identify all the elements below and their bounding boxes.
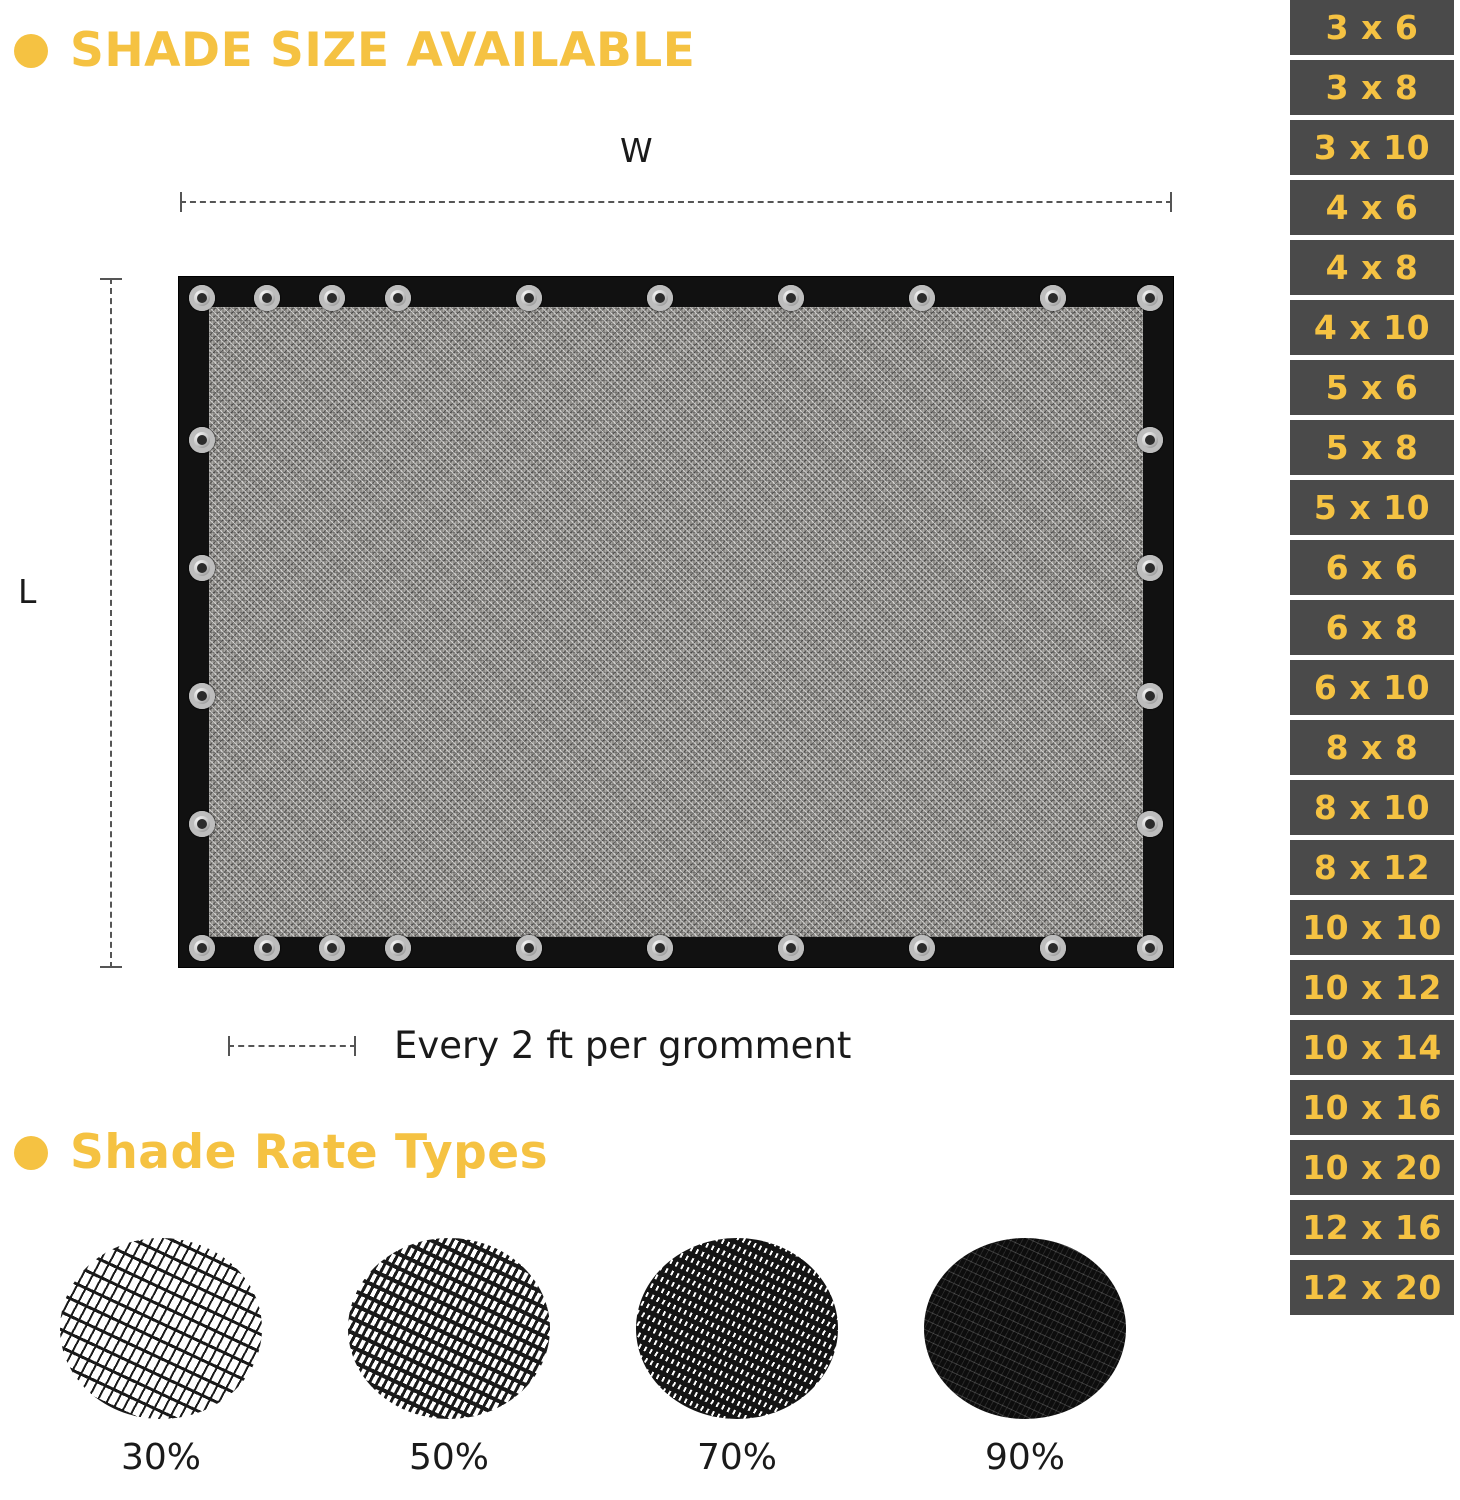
size-chip: 3 x 8: [1290, 60, 1454, 115]
grommet: [647, 285, 673, 311]
bullet-dot-icon: [14, 34, 48, 68]
available-size-list: [1290, 0, 1454, 1315]
shade-rate-swatch-label: 70%: [696, 1437, 777, 1478]
size-chip: 8 x 12: [1290, 840, 1454, 895]
grommet-tick-right: [354, 1036, 356, 1056]
size-chip: 5 x 10: [1290, 480, 1454, 535]
grommet: [189, 555, 215, 581]
size-chip: 10 x 16: [1290, 1080, 1454, 1135]
shade-rate-swatch-label: 90%: [984, 1437, 1065, 1478]
size-chip: 8 x 8: [1290, 720, 1454, 775]
width-dimension-line: [180, 192, 1172, 212]
grommet: [319, 935, 345, 961]
shade-rate-swatch-disc: [636, 1238, 838, 1419]
grommet: [319, 285, 345, 311]
grommet: [189, 935, 215, 961]
grommet: [778, 285, 804, 311]
grommet: [189, 683, 215, 709]
shade-rate-swatch: [348, 1238, 550, 1478]
size-chip: 4 x 8: [1290, 240, 1454, 295]
grommet: [909, 285, 935, 311]
grommet-dash-line: [228, 1045, 356, 1047]
size-chip: 4 x 6: [1290, 180, 1454, 235]
grommet: [1137, 555, 1163, 581]
bullet-dot-icon: [14, 1136, 48, 1170]
size-chip: 6 x 6: [1290, 540, 1454, 595]
shade-rate-swatch-row: [60, 1238, 1130, 1478]
shade-rate-swatch-label: 30%: [120, 1437, 201, 1478]
size-chip: 3 x 10: [1290, 120, 1454, 175]
shade-rate-heading: [14, 1125, 549, 1180]
size-chip: 6 x 8: [1290, 600, 1454, 655]
size-chip: 8 x 10: [1290, 780, 1454, 835]
size-chip: 5 x 8: [1290, 420, 1454, 475]
shade-rate-swatch-disc: [924, 1238, 1126, 1419]
size-chip: 12 x 20: [1290, 1260, 1454, 1315]
grommet: [189, 811, 215, 837]
grommet: [189, 285, 215, 311]
width-tick-right: [1170, 192, 1172, 212]
grommet: [189, 427, 215, 453]
grommet: [516, 285, 542, 311]
shade-rate-swatch: [636, 1238, 838, 1478]
size-chip: 10 x 20: [1290, 1140, 1454, 1195]
grommet: [1137, 811, 1163, 837]
grommet: [254, 935, 280, 961]
length-dimension-line: [100, 278, 122, 968]
grommet: [778, 935, 804, 961]
shade-rate-heading-text: Shade Rate Types: [70, 1125, 549, 1180]
grommet: [385, 285, 411, 311]
grommet: [1040, 935, 1066, 961]
grommet-spacing-note: [228, 1024, 851, 1067]
shade-rate-swatch-disc: [60, 1238, 262, 1419]
size-chip: 6 x 10: [1290, 660, 1454, 715]
shade-rate-swatch: [924, 1238, 1126, 1478]
size-chip: 4 x 10: [1290, 300, 1454, 355]
shade-rate-swatch-disc: [348, 1238, 550, 1419]
width-dash-line: [180, 201, 1172, 203]
grommet: [254, 285, 280, 311]
mesh-fabric-area: [209, 307, 1143, 937]
grommet: [647, 935, 673, 961]
size-chip: 5 x 6: [1290, 360, 1454, 415]
shade-cloth-illustration: [178, 276, 1174, 968]
size-chip: 12 x 16: [1290, 1200, 1454, 1255]
shade-size-heading: [14, 23, 696, 78]
shade-size-heading-text: SHADE SIZE AVAILABLE: [70, 23, 696, 78]
size-chip: 10 x 10: [1290, 900, 1454, 955]
grommet: [385, 935, 411, 961]
grommet: [1137, 683, 1163, 709]
shade-rate-swatch: [60, 1238, 262, 1478]
size-chip: 10 x 12: [1290, 960, 1454, 1015]
grommet: [1137, 935, 1163, 961]
grommet-note-text: Every 2 ft per gromment: [394, 1024, 852, 1067]
shade-rate-swatch-label: 50%: [408, 1437, 489, 1478]
grommet: [516, 935, 542, 961]
width-label: W: [620, 131, 653, 170]
length-label: L: [18, 572, 37, 611]
size-chip: 3 x 6: [1290, 0, 1454, 55]
grommet: [1137, 427, 1163, 453]
length-dash-line: [110, 278, 112, 968]
length-tick-bottom: [100, 966, 122, 968]
grommet: [1040, 285, 1066, 311]
size-chip: 10 x 14: [1290, 1020, 1454, 1075]
grommet-spacing-dimension: [228, 1036, 356, 1056]
grommet: [1137, 285, 1163, 311]
grommet: [909, 935, 935, 961]
